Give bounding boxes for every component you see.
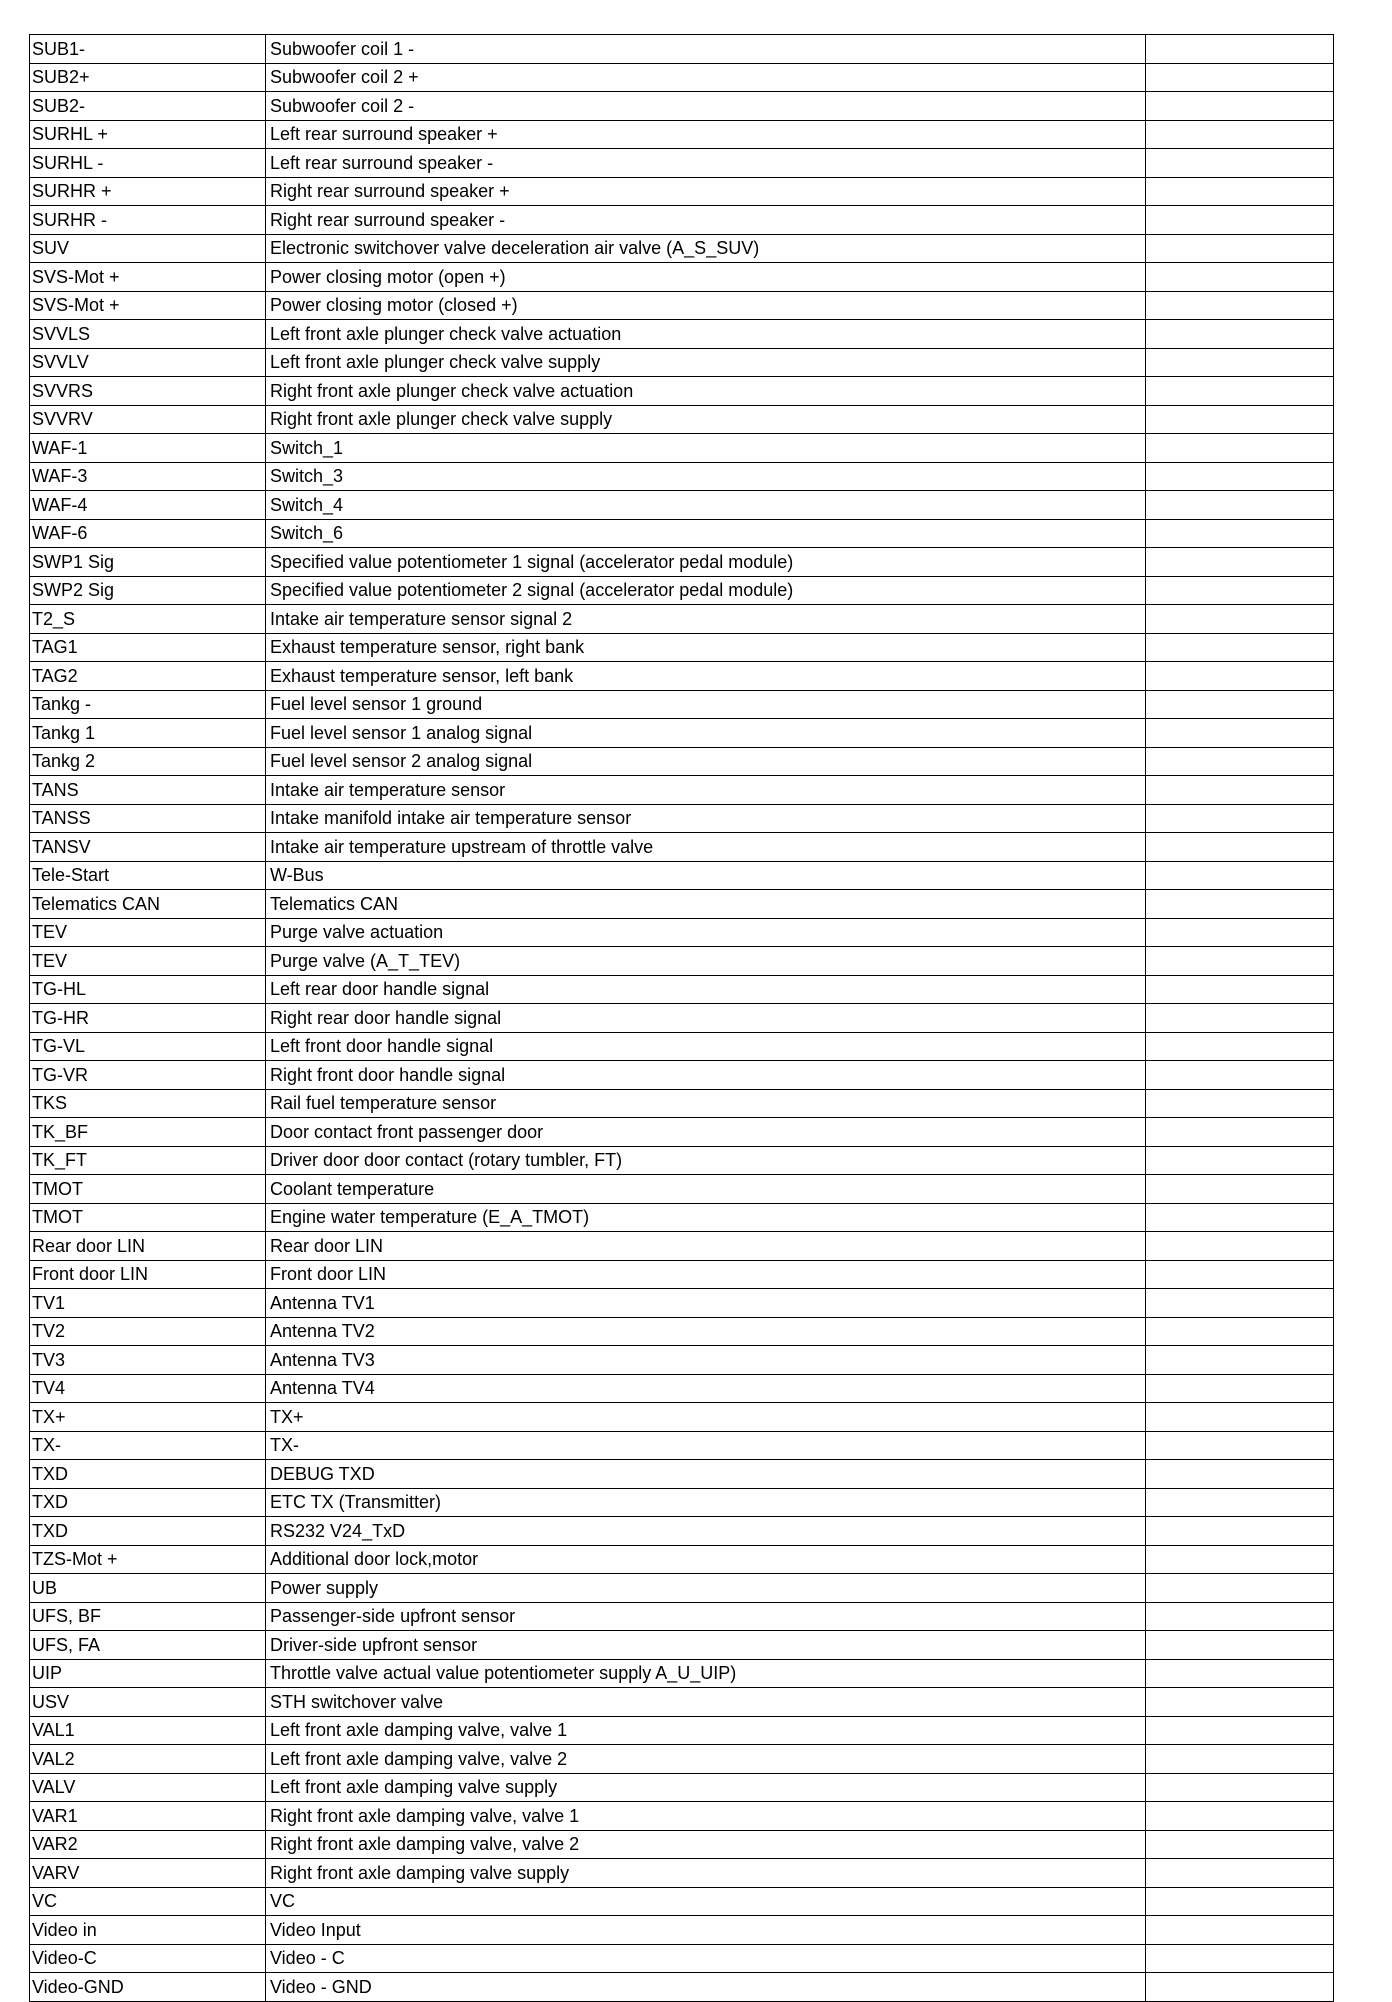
table-row — [30, 1716, 1334, 1745]
table-row — [30, 434, 1334, 463]
empty-note-cell — [1146, 804, 1334, 833]
signal-description-cell: Left front axle plunger check valve actuation — [266, 320, 1146, 349]
signal-code-cell: TMOT — [30, 1175, 266, 1204]
table-row — [30, 1460, 1334, 1489]
table-row — [30, 377, 1334, 406]
signal-description-cell: Driver door door contact (rotary tumbler, FT) — [266, 1146, 1146, 1175]
signal-code-cell: T2_S — [30, 605, 266, 634]
signal-description-cell: Right rear surround speaker + — [266, 177, 1146, 206]
signal-code-cell: TZS-Mot + — [30, 1545, 266, 1574]
table-row — [30, 1574, 1334, 1603]
signal-code-cell: TK_BF — [30, 1118, 266, 1147]
signal-description-cell: Fuel level sensor 1 analog signal — [266, 719, 1146, 748]
table-row — [30, 63, 1334, 92]
signal-code-cell: UFS, BF — [30, 1602, 266, 1631]
signal-description-cell: Switch_3 — [266, 462, 1146, 491]
signal-description-cell: Driver-side upfront sensor — [266, 1631, 1146, 1660]
signal-code-cell: TAG2 — [30, 662, 266, 691]
empty-note-cell — [1146, 1916, 1334, 1945]
signal-code-cell: TK_FT — [30, 1146, 266, 1175]
empty-note-cell — [1146, 605, 1334, 634]
table-row — [30, 947, 1334, 976]
table-row — [30, 1175, 1334, 1204]
empty-note-cell — [1146, 690, 1334, 719]
table-row — [30, 1089, 1334, 1118]
empty-note-cell — [1146, 1232, 1334, 1261]
signal-description-cell: Antenna TV3 — [266, 1346, 1146, 1375]
signal-code-cell: TANSS — [30, 804, 266, 833]
signal-code-cell: TEV — [30, 947, 266, 976]
signal-code-cell: Rear door LIN — [30, 1232, 266, 1261]
signal-code-cell: SUB2+ — [30, 63, 266, 92]
signal-description-cell: Intake manifold intake air temperature sensor — [266, 804, 1146, 833]
signal-description-cell: Left front axle plunger check valve supply — [266, 348, 1146, 377]
signal-code-cell: SWP1 Sig — [30, 548, 266, 577]
signal-table-body — [30, 35, 1334, 2002]
table-row — [30, 462, 1334, 491]
table-row — [30, 804, 1334, 833]
signal-description-cell: Fuel level sensor 2 analog signal — [266, 747, 1146, 776]
table-row — [30, 548, 1334, 577]
table-row — [30, 1545, 1334, 1574]
table-row — [30, 348, 1334, 377]
empty-note-cell — [1146, 1773, 1334, 1802]
empty-note-cell — [1146, 747, 1334, 776]
signal-code-cell: TG-VL — [30, 1032, 266, 1061]
table-row — [30, 1688, 1334, 1717]
signal-code-cell: VAL1 — [30, 1716, 266, 1745]
table-row — [30, 92, 1334, 121]
signal-code-cell: TX+ — [30, 1403, 266, 1432]
signal-description-cell: Power closing motor (open +) — [266, 263, 1146, 292]
signal-code-cell: VALV — [30, 1773, 266, 1802]
table-row — [30, 1346, 1334, 1375]
empty-note-cell — [1146, 1089, 1334, 1118]
empty-note-cell — [1146, 1317, 1334, 1346]
empty-note-cell — [1146, 662, 1334, 691]
table-row — [30, 861, 1334, 890]
signal-description-cell: Switch_4 — [266, 491, 1146, 520]
table-row — [30, 1203, 1334, 1232]
signal-code-cell: SURHL + — [30, 120, 266, 149]
signal-description-cell: Right front axle damping valve, valve 2 — [266, 1830, 1146, 1859]
signal-code-cell: SVS-Mot + — [30, 291, 266, 320]
table-row — [30, 1916, 1334, 1945]
empty-note-cell — [1146, 1289, 1334, 1318]
empty-note-cell — [1146, 833, 1334, 862]
table-row — [30, 690, 1334, 719]
table-row — [30, 1317, 1334, 1346]
signal-code-cell: TMOT — [30, 1203, 266, 1232]
table-row — [30, 747, 1334, 776]
signal-description-cell: Antenna TV2 — [266, 1317, 1146, 1346]
table-row — [30, 719, 1334, 748]
signal-description-cell: Passenger-side upfront sensor — [266, 1602, 1146, 1631]
empty-note-cell — [1146, 434, 1334, 463]
empty-note-cell — [1146, 1175, 1334, 1204]
signal-code-cell: TANS — [30, 776, 266, 805]
signal-description-cell: Subwoofer coil 2 + — [266, 63, 1146, 92]
empty-note-cell — [1146, 1944, 1334, 1973]
empty-note-cell — [1146, 719, 1334, 748]
empty-note-cell — [1146, 890, 1334, 919]
table-row — [30, 975, 1334, 1004]
empty-note-cell — [1146, 918, 1334, 947]
empty-note-cell — [1146, 35, 1334, 64]
table-row — [30, 149, 1334, 178]
signal-description-cell: Right front axle plunger check valve supply — [266, 405, 1146, 434]
table-row — [30, 35, 1334, 64]
empty-note-cell — [1146, 120, 1334, 149]
signal-description-cell: Electronic switchover valve deceleration air valve (A_S_SUV) — [266, 234, 1146, 263]
empty-note-cell — [1146, 633, 1334, 662]
table-row — [30, 1973, 1334, 2002]
signal-description-cell: Specified value potentiometer 2 signal (accelerator pedal module) — [266, 576, 1146, 605]
signal-code-cell: SURHR - — [30, 206, 266, 235]
signal-description-cell: Right front axle damping valve supply — [266, 1859, 1146, 1888]
signal-description-cell: Video - GND — [266, 1973, 1146, 2002]
table-row — [30, 1830, 1334, 1859]
empty-note-cell — [1146, 1517, 1334, 1546]
signal-code-cell: SURHL - — [30, 149, 266, 178]
signal-code-cell: VAL2 — [30, 1745, 266, 1774]
signal-code-cell: TKS — [30, 1089, 266, 1118]
table-row — [30, 1403, 1334, 1432]
signal-description-cell: TX- — [266, 1431, 1146, 1460]
signal-description-cell: Power closing motor (closed +) — [266, 291, 1146, 320]
signal-code-cell: SURHR + — [30, 177, 266, 206]
table-row — [30, 234, 1334, 263]
empty-note-cell — [1146, 348, 1334, 377]
signal-code-cell: Tankg 1 — [30, 719, 266, 748]
signal-description-cell: TX+ — [266, 1403, 1146, 1432]
signal-description-cell: Right front door handle signal — [266, 1061, 1146, 1090]
empty-note-cell — [1146, 576, 1334, 605]
table-row — [30, 605, 1334, 634]
signal-description-cell: Left front axle damping valve, valve 2 — [266, 1745, 1146, 1774]
empty-note-cell — [1146, 234, 1334, 263]
empty-note-cell — [1146, 1802, 1334, 1831]
signal-description-cell: W-Bus — [266, 861, 1146, 890]
table-row — [30, 519, 1334, 548]
signal-code-cell: VAR1 — [30, 1802, 266, 1831]
empty-note-cell — [1146, 320, 1334, 349]
signal-description-cell: Video Input — [266, 1916, 1146, 1945]
signal-code-cell: TAG1 — [30, 633, 266, 662]
empty-note-cell — [1146, 548, 1334, 577]
table-row — [30, 1260, 1334, 1289]
empty-note-cell — [1146, 491, 1334, 520]
signal-code-cell: SUB1- — [30, 35, 266, 64]
signal-code-cell: Video in — [30, 1916, 266, 1945]
signal-code-cell: UFS, FA — [30, 1631, 266, 1660]
table-row — [30, 1032, 1334, 1061]
signal-code-cell: TV3 — [30, 1346, 266, 1375]
signal-code-cell: TG-VR — [30, 1061, 266, 1090]
signal-description-cell: Engine water temperature (E_A_TMOT) — [266, 1203, 1146, 1232]
empty-note-cell — [1146, 1118, 1334, 1147]
signal-description-cell: Exhaust temperature sensor, left bank — [266, 662, 1146, 691]
signal-description-cell: VC — [266, 1887, 1146, 1916]
signal-code-cell: Telematics CAN — [30, 890, 266, 919]
signal-description-cell: Fuel level sensor 1 ground — [266, 690, 1146, 719]
signal-description-cell: Right rear surround speaker - — [266, 206, 1146, 235]
signal-description-cell: Exhaust temperature sensor, right bank — [266, 633, 1146, 662]
table-row — [30, 833, 1334, 862]
table-row — [30, 1944, 1334, 1973]
empty-note-cell — [1146, 975, 1334, 1004]
table-row — [30, 1887, 1334, 1916]
empty-note-cell — [1146, 1146, 1334, 1175]
empty-note-cell — [1146, 206, 1334, 235]
signal-description-cell: Power supply — [266, 1574, 1146, 1603]
table-row — [30, 918, 1334, 947]
empty-note-cell — [1146, 1745, 1334, 1774]
signal-code-cell: TX- — [30, 1431, 266, 1460]
signal-code-cell: WAF-4 — [30, 491, 266, 520]
signal-description-cell: Purge valve (A_T_TEV) — [266, 947, 1146, 976]
table-row — [30, 1659, 1334, 1688]
empty-note-cell — [1146, 1631, 1334, 1660]
table-row — [30, 1802, 1334, 1831]
signal-description-cell: Subwoofer coil 1 - — [266, 35, 1146, 64]
signal-code-cell: VARV — [30, 1859, 266, 1888]
table-row — [30, 1602, 1334, 1631]
empty-note-cell — [1146, 92, 1334, 121]
table-row — [30, 1488, 1334, 1517]
signal-description-cell: ETC TX (Transmitter) — [266, 1488, 1146, 1517]
signal-code-cell: SVVLS — [30, 320, 266, 349]
table-row — [30, 1859, 1334, 1888]
empty-note-cell — [1146, 1260, 1334, 1289]
signal-code-cell: Tankg 2 — [30, 747, 266, 776]
empty-note-cell — [1146, 1488, 1334, 1517]
signal-code-cell: SVVRV — [30, 405, 266, 434]
empty-note-cell — [1146, 1545, 1334, 1574]
empty-note-cell — [1146, 1431, 1334, 1460]
table-row — [30, 633, 1334, 662]
signal-code-cell: TV1 — [30, 1289, 266, 1318]
table-row — [30, 206, 1334, 235]
signal-code-cell: TXD — [30, 1460, 266, 1489]
table-row — [30, 1374, 1334, 1403]
empty-note-cell — [1146, 1659, 1334, 1688]
signal-description-cell: Left front door handle signal — [266, 1032, 1146, 1061]
signal-code-cell: SUV — [30, 234, 266, 263]
signal-description-cell: Left rear surround speaker + — [266, 120, 1146, 149]
signal-code-cell: SWP2 Sig — [30, 576, 266, 605]
signal-code-cell: SVS-Mot + — [30, 263, 266, 292]
signal-code-cell: VC — [30, 1887, 266, 1916]
table-row — [30, 120, 1334, 149]
empty-note-cell — [1146, 1203, 1334, 1232]
signal-description-cell: Specified value potentiometer 1 signal (accelerator pedal module) — [266, 548, 1146, 577]
signal-code-cell: SVVLV — [30, 348, 266, 377]
signal-description-cell: Intake air temperature upstream of throttle valve — [266, 833, 1146, 862]
signal-description-cell: Purge valve actuation — [266, 918, 1146, 947]
signal-description-cell: Switch_6 — [266, 519, 1146, 548]
signal-description-cell: Right front axle plunger check valve actuation — [266, 377, 1146, 406]
signal-code-cell: Tankg - — [30, 690, 266, 719]
empty-note-cell — [1146, 1004, 1334, 1033]
signal-description-cell: Additional door lock,motor — [266, 1545, 1146, 1574]
signal-description-cell: Subwoofer coil 2 - — [266, 92, 1146, 121]
empty-note-cell — [1146, 1887, 1334, 1916]
empty-note-cell — [1146, 1830, 1334, 1859]
signal-description-cell: Right rear door handle signal — [266, 1004, 1146, 1033]
signal-description-cell: DEBUG TXD — [266, 1460, 1146, 1489]
signal-code-cell: Video-C — [30, 1944, 266, 1973]
signal-description-cell: Left rear surround speaker - — [266, 149, 1146, 178]
empty-note-cell — [1146, 776, 1334, 805]
signal-code-cell: UIP — [30, 1659, 266, 1688]
empty-note-cell — [1146, 1973, 1334, 2002]
signal-code-cell: USV — [30, 1688, 266, 1717]
table-row — [30, 890, 1334, 919]
signal-description-cell: RS232 V24_TxD — [266, 1517, 1146, 1546]
signal-code-cell: TXD — [30, 1488, 266, 1517]
signal-code-cell: WAF-6 — [30, 519, 266, 548]
signal-description-cell: Antenna TV4 — [266, 1374, 1146, 1403]
empty-note-cell — [1146, 861, 1334, 890]
signal-table — [29, 34, 1334, 2002]
signal-description-cell: Right front axle damping valve, valve 1 — [266, 1802, 1146, 1831]
empty-note-cell — [1146, 1346, 1334, 1375]
empty-note-cell — [1146, 177, 1334, 206]
signal-description-cell: Intake air temperature sensor signal 2 — [266, 605, 1146, 634]
table-row — [30, 405, 1334, 434]
table-row — [30, 1232, 1334, 1261]
signal-code-cell: UB — [30, 1574, 266, 1603]
table-row — [30, 320, 1334, 349]
signal-code-cell: TEV — [30, 918, 266, 947]
empty-note-cell — [1146, 1403, 1334, 1432]
signal-code-cell: SVVRS — [30, 377, 266, 406]
table-row — [30, 1004, 1334, 1033]
empty-note-cell — [1146, 1688, 1334, 1717]
signal-code-cell: TV2 — [30, 1317, 266, 1346]
signal-code-cell: TG-HL — [30, 975, 266, 1004]
empty-note-cell — [1146, 1032, 1334, 1061]
empty-note-cell — [1146, 1574, 1334, 1603]
signal-description-cell: Left front axle damping valve, valve 1 — [266, 1716, 1146, 1745]
signal-description-cell: Telematics CAN — [266, 890, 1146, 919]
table-row — [30, 576, 1334, 605]
table-row — [30, 491, 1334, 520]
empty-note-cell — [1146, 1716, 1334, 1745]
signal-code-cell: TG-HR — [30, 1004, 266, 1033]
signal-code-cell: TANSV — [30, 833, 266, 862]
empty-note-cell — [1146, 1061, 1334, 1090]
signal-description-cell: Antenna TV1 — [266, 1289, 1146, 1318]
table-row — [30, 1061, 1334, 1090]
signal-description-cell: Rail fuel temperature sensor — [266, 1089, 1146, 1118]
signal-description-cell: Left rear door handle signal — [266, 975, 1146, 1004]
empty-note-cell — [1146, 1602, 1334, 1631]
empty-note-cell — [1146, 1374, 1334, 1403]
table-row — [30, 1745, 1334, 1774]
signal-description-cell: Front door LIN — [266, 1260, 1146, 1289]
table-row — [30, 291, 1334, 320]
empty-note-cell — [1146, 63, 1334, 92]
table-row — [30, 263, 1334, 292]
signal-code-cell: VAR2 — [30, 1830, 266, 1859]
signal-code-cell: Tele-Start — [30, 861, 266, 890]
signal-code-cell: WAF-1 — [30, 434, 266, 463]
signal-description-cell: Video - C — [266, 1944, 1146, 1973]
signal-description-cell: STH switchover valve — [266, 1688, 1146, 1717]
signal-code-cell: TV4 — [30, 1374, 266, 1403]
empty-note-cell — [1146, 519, 1334, 548]
signal-description-cell: Throttle valve actual value potentiometer supply A_U_UIP) — [266, 1659, 1146, 1688]
signal-description-cell: Rear door LIN — [266, 1232, 1146, 1261]
table-row — [30, 1146, 1334, 1175]
signal-code-cell: SUB2- — [30, 92, 266, 121]
empty-note-cell — [1146, 462, 1334, 491]
table-row — [30, 1289, 1334, 1318]
empty-note-cell — [1146, 405, 1334, 434]
empty-note-cell — [1146, 263, 1334, 292]
signal-code-cell: Video-GND — [30, 1973, 266, 2002]
signal-description-cell: Intake air temperature sensor — [266, 776, 1146, 805]
signal-code-cell: WAF-3 — [30, 462, 266, 491]
signal-description-cell: Door contact front passenger door — [266, 1118, 1146, 1147]
signal-description-cell: Coolant temperature — [266, 1175, 1146, 1204]
signal-description-cell: Switch_1 — [266, 434, 1146, 463]
empty-note-cell — [1146, 1859, 1334, 1888]
empty-note-cell — [1146, 291, 1334, 320]
table-row — [30, 776, 1334, 805]
table-row — [30, 1773, 1334, 1802]
table-row — [30, 1118, 1334, 1147]
table-row — [30, 1517, 1334, 1546]
table-row — [30, 177, 1334, 206]
empty-note-cell — [1146, 149, 1334, 178]
signal-description-cell: Left front axle damping valve supply — [266, 1773, 1146, 1802]
empty-note-cell — [1146, 947, 1334, 976]
signal-code-cell: Front door LIN — [30, 1260, 266, 1289]
table-row — [30, 1631, 1334, 1660]
empty-note-cell — [1146, 377, 1334, 406]
table-row — [30, 1431, 1334, 1460]
empty-note-cell — [1146, 1460, 1334, 1489]
table-row — [30, 662, 1334, 691]
signal-code-cell: TXD — [30, 1517, 266, 1546]
